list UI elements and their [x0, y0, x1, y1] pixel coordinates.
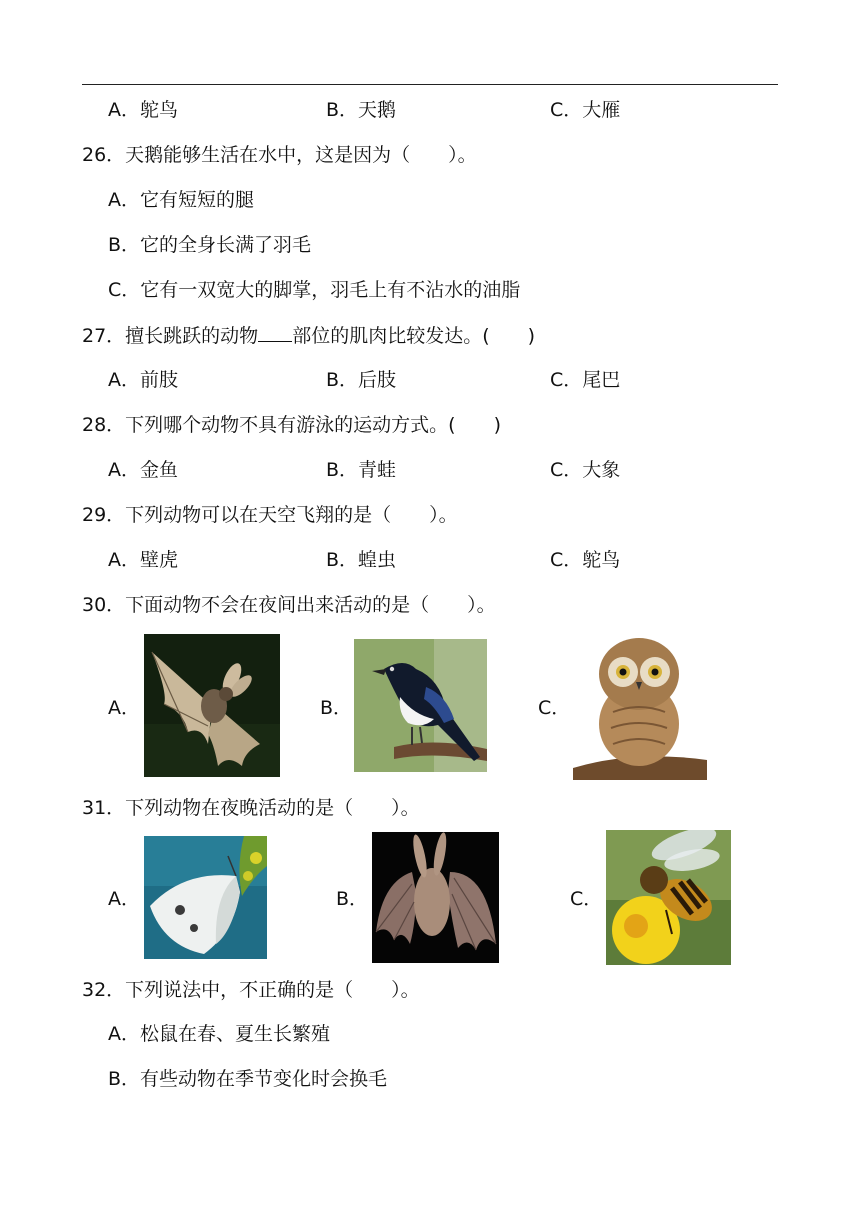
- q26-option-a[interactable]: A．它有短短的腿: [108, 189, 254, 211]
- q31-stem: 31．下列动物在夜晚活动的是（ ）。: [82, 797, 420, 819]
- q31-butterfly-photo[interactable]: [144, 836, 267, 959]
- q31-label-c[interactable]: C．: [570, 888, 603, 910]
- q31-bee-photo[interactable]: [606, 830, 731, 965]
- q32-option-b[interactable]: B．有些动物在季节变化时会换毛: [108, 1068, 388, 1090]
- q25-option-c[interactable]: C．大雁: [550, 99, 621, 121]
- q27-option-a[interactable]: A．前肢: [108, 369, 178, 391]
- q31-bat-photo[interactable]: [372, 832, 499, 963]
- q29-stem: 29．下列动物可以在天空飞翔的是（ ）。: [82, 504, 458, 526]
- q28-stem: 28．下列哪个动物不具有游泳的运动方式。( ): [82, 414, 502, 436]
- top-divider: [82, 84, 778, 85]
- q27-stem: [82, 323, 535, 348]
- q28-option-c[interactable]: C．大象: [550, 459, 621, 481]
- q30-label-b[interactable]: B．: [320, 697, 353, 719]
- q29-option-c[interactable]: C．鸵鸟: [550, 549, 621, 571]
- q28-option-a[interactable]: A．金鱼: [108, 459, 178, 481]
- q30-magpie-photo[interactable]: [354, 639, 487, 772]
- q30-label-a[interactable]: A．: [108, 697, 140, 719]
- q31-label-b[interactable]: B．: [336, 888, 369, 910]
- q28-option-b[interactable]: B．青蛙: [326, 459, 397, 481]
- q27-stem-after: 部位的肌肉比较发达。( ): [292, 325, 536, 347]
- q26-option-c[interactable]: C．它有一双宽大的脚掌，羽毛上有不沾水的油脂: [108, 279, 521, 301]
- q25-option-a[interactable]: A．鸵鸟: [108, 99, 178, 121]
- q25-option-b[interactable]: B．天鹅: [326, 99, 397, 121]
- q27-option-c[interactable]: C．尾巴: [550, 369, 621, 391]
- q29-option-b[interactable]: B．蝗虫: [326, 549, 397, 571]
- q26-option-b[interactable]: B．它的全身长满了羽毛: [108, 234, 312, 256]
- q30-label-c[interactable]: C．: [538, 697, 571, 719]
- q31-label-a[interactable]: A．: [108, 888, 140, 910]
- q32-stem: 32．下列说法中，不正确的是（ ）。: [82, 979, 420, 1001]
- q32-option-a[interactable]: A．松鼠在春、夏生长繁殖: [108, 1023, 330, 1045]
- q27-option-b[interactable]: B．后肢: [326, 369, 397, 391]
- q26-stem: 26．天鹅能够生活在水中，这是因为（ ）。: [82, 144, 477, 166]
- q30-owl-photo[interactable]: [573, 632, 707, 780]
- q27-blank: [258, 323, 292, 342]
- q27-stem-before: 27．擅长跳跃的动物: [82, 325, 259, 347]
- q30-bat-photo[interactable]: [144, 634, 280, 777]
- q30-stem: 30．下面动物不会在夜间出来活动的是（ ）。: [82, 594, 496, 616]
- q29-option-a[interactable]: A．壁虎: [108, 549, 178, 571]
